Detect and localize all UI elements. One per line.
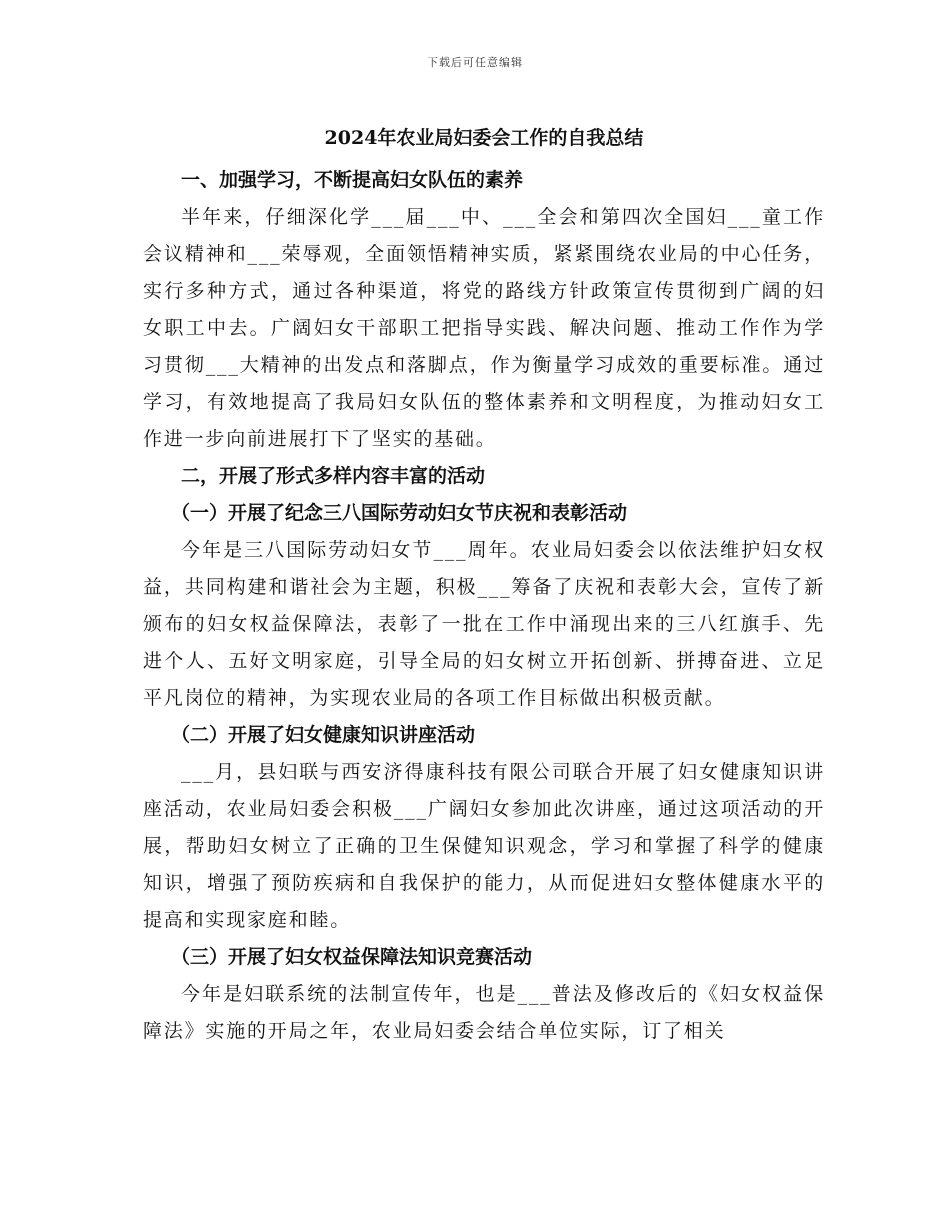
section-heading-1: 一、加强学习，不断提高妇女队伍的素养 bbox=[181, 169, 524, 191]
document-page bbox=[143, 118, 825, 1050]
paragraph-1: 半年来，仔细深化学___届___中、___全会和第四次全国妇___童工作会议精神和___荣辱观，全面领悟精神实质，紧紧围绕农业局的中心任务，实行多种方式，通过各种渠道，将党的路线方针政策宣传贯彻到广阔的妇女职工中去。广阔妇女干部职工把指导实践、解决问题、推动工作作为学习贯彻___大精神的出发点和落脚点，作为衡量学习成效的重要标准。通过学习，有效地提高了我局妇女队伍的整体素养和文明程度，为推动妇女工作进一步向前进展打下了坚实的基础。 bbox=[143, 206, 825, 450]
paragraph-4: 今年是妇联系统的法制宣传年，也是___普法及修改后的《妇女权益保障法》实施的开局之年，农业局妇委会结合单位实际，订了相关 bbox=[143, 983, 825, 1042]
paragraph-2: 今年是三八国际劳动妇女节___周年。农业局妇委会以依法维护妇女权益，共同构建和谐社会为主题，积极___筹备了庆祝和表彰大会，宣传了新颁布的妇女权益保障法，表彰了一批在工作中涌现出来的三八红旗手、先进个人、五好文明家庭，引导全局的妇女树立开拓创新、拼搏奋进、立足平凡岗位的精神，为实现农业局的各项工作目标做出积极贡献。 bbox=[143, 539, 825, 709]
subsection-heading-2: （二）开展了妇女健康知识讲座活动 bbox=[171, 724, 476, 746]
subsection-heading-3: （三）开展了妇女权益保障法知识竞赛活动 bbox=[171, 946, 533, 968]
section-heading-2: 二，开展了形式多样内容丰富的活动 bbox=[181, 465, 486, 487]
subsection-heading-1: （一）开展了纪念三八国际劳动妇女节庆祝和表彰活动 bbox=[171, 502, 628, 524]
paragraph-3: ___月，县妇联与西安济得康科技有限公司联合开展了妇女健康知识讲座活动，农业局妇委会积极___广阔妇女参加此次讲座，通过这项活动的开展，帮助妇女树立了正确的卫生保健知识观念，学习和掌握了科学的健康知识，增强了预防疾病和自我保护的能力，从而促进妇女整体健康水平的提高和实现家庭和睦。 bbox=[143, 761, 825, 931]
document-title: 2024年农业局妇委会工作的自我总结 bbox=[324, 127, 644, 149]
header-note: 下载后可任意编辑 bbox=[427, 56, 523, 69]
